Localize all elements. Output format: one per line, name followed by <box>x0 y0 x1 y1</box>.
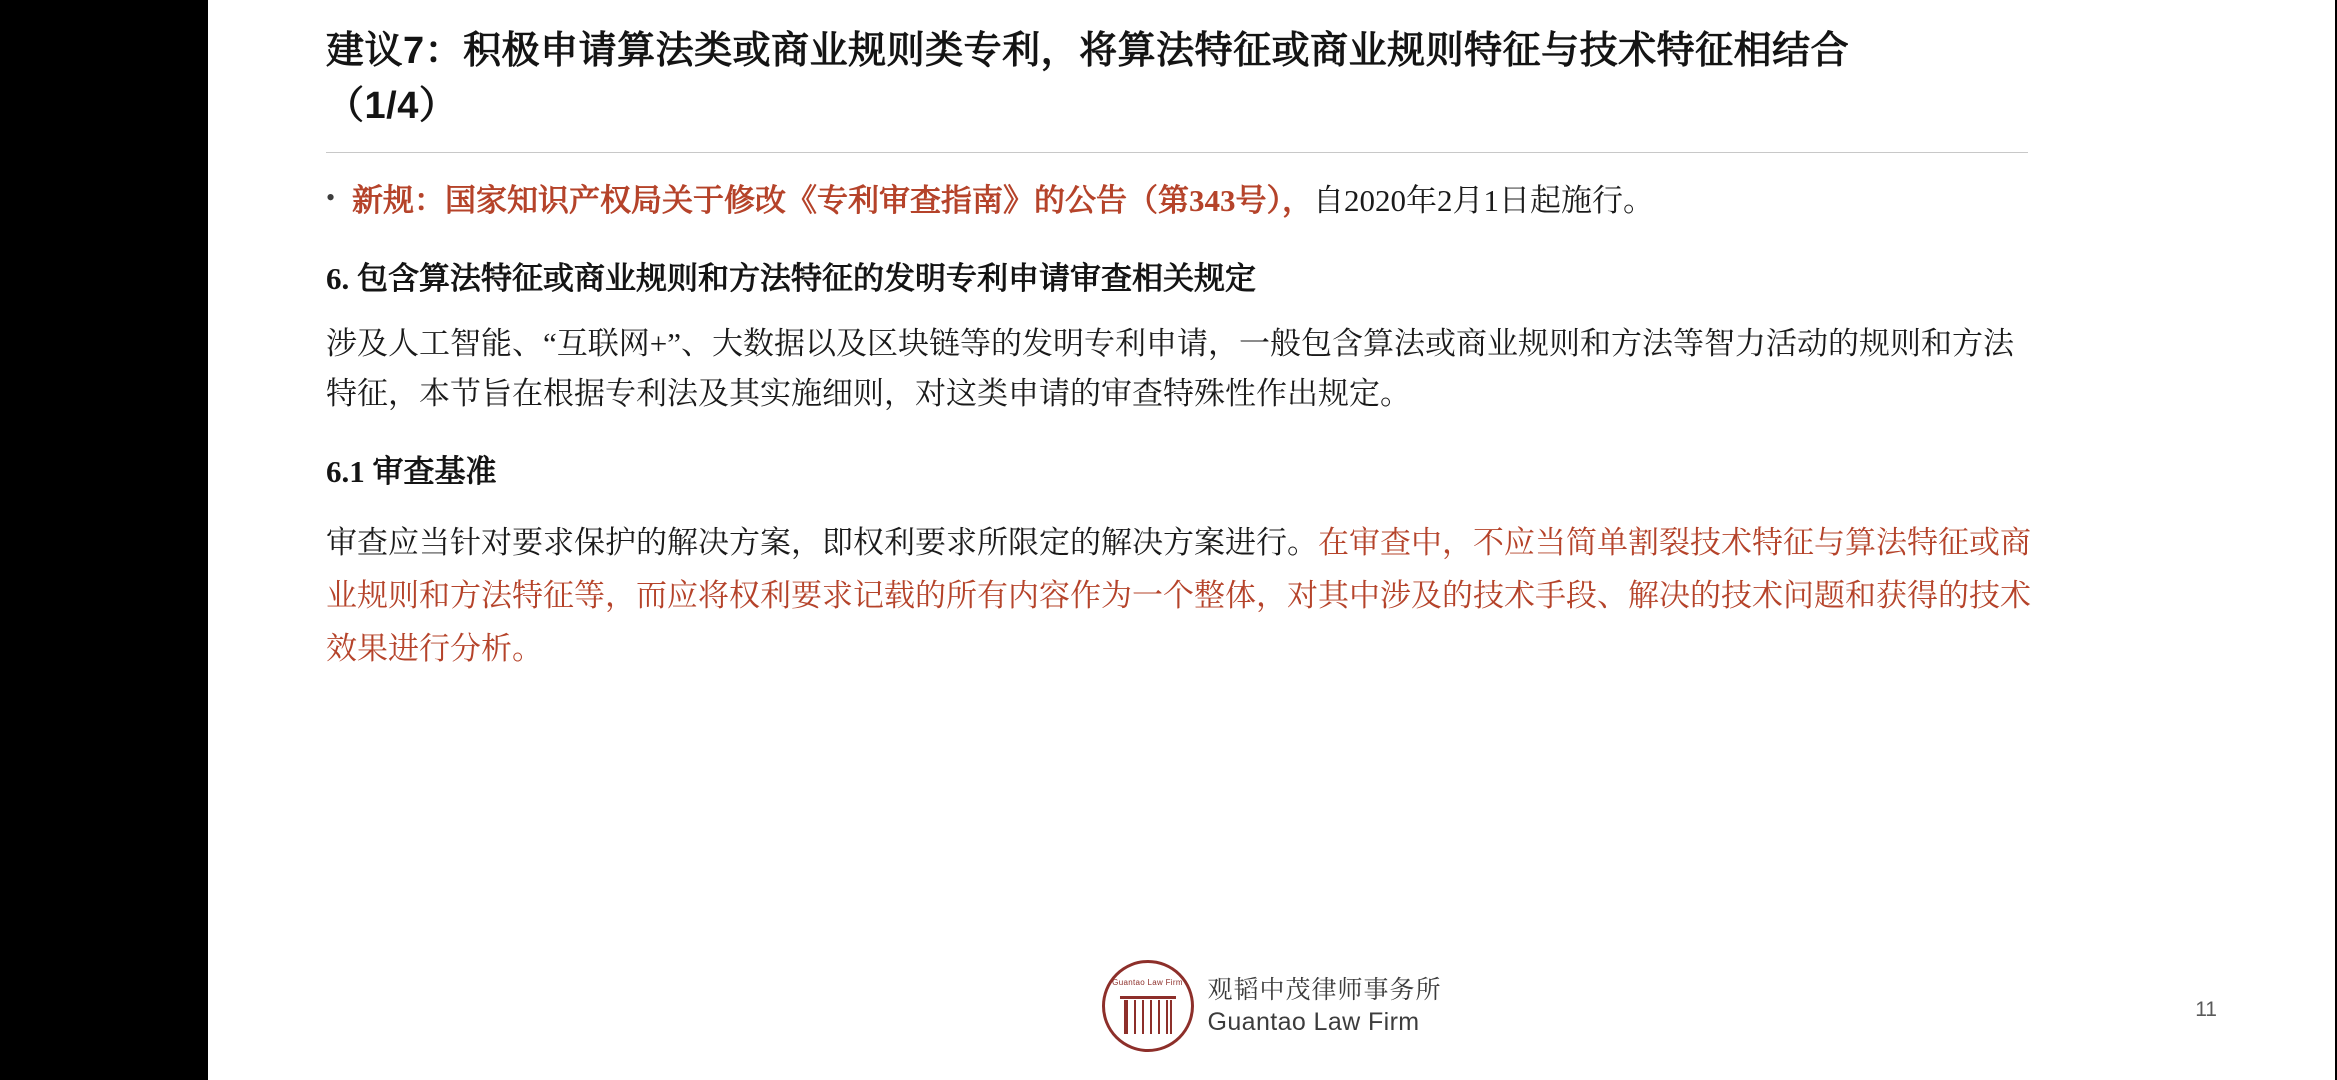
logo-name-en: Guantao Law Firm <box>1207 1008 1420 1036</box>
footer-logo <box>1101 960 1441 1052</box>
logo-arc-text: Guantao Law Firm <box>1112 978 1183 987</box>
guantao-logo-icon <box>1101 960 1193 1052</box>
title-divider <box>326 152 2028 153</box>
logo-bar-shape <box>1119 996 1175 999</box>
bullet-black-tail: 自2020年2月1日起施行。 <box>1313 183 1654 218</box>
sub-paragraph <box>326 516 2036 676</box>
page-number: 11 <box>2195 998 2217 1021</box>
section-heading: 6. 包含算法特征或商业规则和方法特征的发明专利申请审查相关规定 <box>326 261 1256 297</box>
bullet-item-text <box>352 176 2036 226</box>
logo-inner-shape <box>1123 1000 1171 1034</box>
sub-paragraph-red: 在审查中，不应当简单割裂技术特征与算法特征或商业规则和方法特征等，而应将权利要求记载的所有内容作为一个整体，对其中涉及的技术手段、解决的技术问题和获得的技术效果进行分析。 <box>326 524 2031 667</box>
slide-canvas <box>208 0 2335 1080</box>
sub-paragraph-black: 审查应当针对要求保护的解决方案，即权利要求所限定的解决方案进行。 <box>326 524 1318 560</box>
page-title: 建议7：积极申请算法类或商业规则类专利，将算法特征或商业规则特征与技术特征相结合（1/4） <box>326 30 1850 128</box>
bullet-item-new-rule <box>326 176 2036 226</box>
sub-heading: 6.1 审查基准 <box>326 454 497 490</box>
bullet-red-main: 国家知识产权局关于修改《专利审查指南》的公告（第343号）， <box>445 183 1313 218</box>
slide-body <box>326 176 2036 676</box>
letterbox-left <box>0 0 208 1080</box>
bullet-dot-icon: • <box>326 183 336 212</box>
bullet-label: 新规： <box>352 183 445 218</box>
slide-title-block <box>326 24 1906 134</box>
section-paragraph: 涉及人工智能、“互联网+”、大数据以及区块链等的发明专利申请，一般包含算法或商业规则和方法等智力活动的规则和方法特征，本节旨在根据专利法及其实施细则，对这类申请的审查特殊性作出规定。 <box>326 325 2014 411</box>
logo-wordmark <box>1207 974 1441 1039</box>
logo-name-cn: 观韬中茂律师事务所 <box>1207 975 1442 1004</box>
